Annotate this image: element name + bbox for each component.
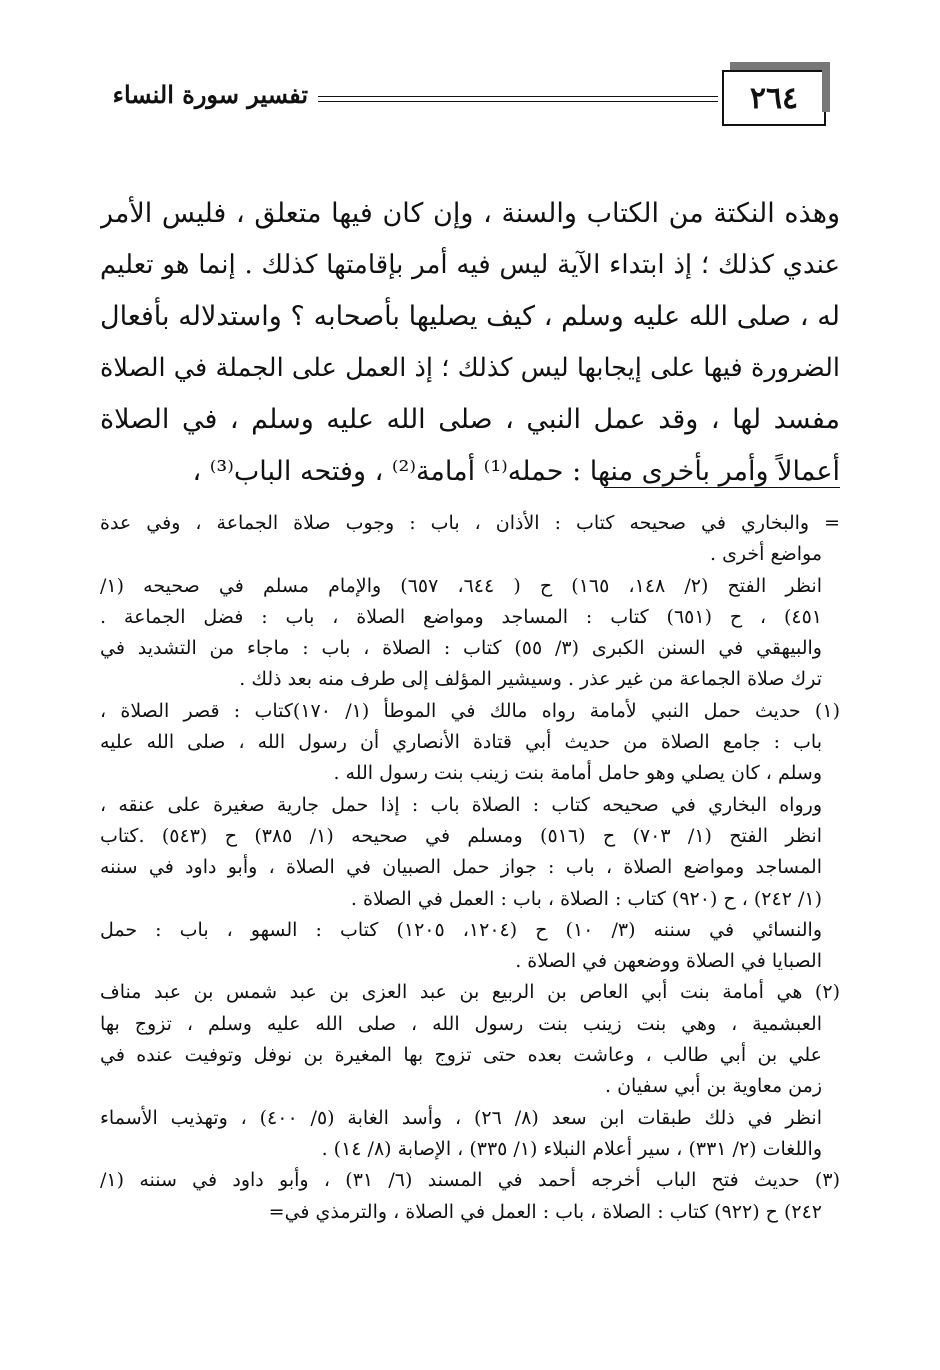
- running-title: تفسير سورة النساء: [112, 80, 308, 109]
- page-number: ٢٦٤: [722, 70, 826, 126]
- footnote-line: والبيهقي في السنن الكبرى (٣/ ٥٥) كتاب : الصلاة ، باب : ماجاء من التشديد في: [100, 637, 822, 660]
- main-line: الضرورة فيها على إيجابها ليس كذلك ؛ إذ العمل على الجملة في الصلاة: [100, 352, 840, 383]
- footnote-line: وسلم ، كان يصلي وهو حامل أمامة بنت زينب بنت رسول الله .: [333, 762, 822, 785]
- footnote-line: زمن معاوية بن أبي سفيان .: [605, 1075, 822, 1098]
- footnote-line: باب : جامع الصلاة من حديث أبي قتادة الأنصاري أن رسول الله ، صلى الله عليه: [100, 731, 822, 754]
- footnote-line: (٣) حديث فتح الباب أخرجه أحمد في المسند (٦/ ٣١) ، وأبو داود في سننه (١/: [100, 1169, 840, 1192]
- footnote-line: = والبخاري في صحيحه كتاب : الأذان ، باب : وجوب صلاة الجماعة ، وفي عدة: [100, 512, 840, 534]
- footnote-line: الصبايا في الصلاة ووضعهن في الصلاة .: [515, 950, 822, 973]
- footnote-separator: [604, 487, 840, 488]
- main-line: أعمالاً وأمر بأخرى منها : حمله⁽¹⁾ أمامة⁽²⁾ ، وفتحه الباب⁽³⁾ ،: [192, 455, 840, 487]
- header-rule: [318, 96, 718, 102]
- main-line: وهذه النكتة من الكتاب والسنة ، وإن كان فيها متعلق ، فليس الأمر: [100, 198, 840, 229]
- footnote-line: المساجد ومواضع الصلاة ، باب : جواز حمل الصبيان في الصلاة ، وأبو داود في سننه: [100, 856, 822, 879]
- footnote-line: انظر الفتح (١/ ٧٠٣) ح (٥١٦) ومسلم في صحيحه (١/ ٣٨٥) ح (٥٤٣) .كتاب: [100, 824, 822, 847]
- footnote-line: علي بن أبي طالب ، وعاشت بعده حتى تزوج بها المغيرة بن نوفل وتوفيت عنده في: [100, 1044, 822, 1067]
- footnote-line: مواضع أخرى .: [709, 543, 822, 566]
- footnote-line: (١) حديث حمل النبي لأمامة رواه مالك في الموطأ (١/ ١٧٠)كتاب : قصر الصلاة ،: [100, 699, 840, 722]
- main-line: مفسد لها ، وقد عمل النبي ، صلى الله عليه وسلم ، في الصلاة: [100, 404, 840, 435]
- footnote-line: والنسائي في سننه (٣/ ١٠) ح (١٢٠٤، ١٢٠٥) كتاب : السهو ، باب : حمل: [100, 918, 822, 941]
- footnote-line: انظر في ذلك طبقات ابن سعد (٨/ ٢٦) ، وأسد الغابة (٥/ ٤٠٠) ، وتهذيب الأسماء: [100, 1106, 822, 1129]
- main-line: له ، صلى الله عليه وسلم ، كيف يصليها بأصحابه ؟ واستدلاله بأفعال: [100, 301, 840, 332]
- footnote-line: (١/ ٢٤٢) ، ح (٩٢٠) كتاب : الصلاة ، باب : العمل في الصلاة .: [350, 887, 822, 910]
- main-line: عندي كذلك ؛ إذ ابتداء الآية ليس فيه أمر بإقامتها كذلك . إنما هو تعليم: [100, 249, 840, 280]
- footnote-line: (٢) هي أمامة بنت أبي العاص بن الربيع بن عبد العزى بن عبد شمس بن عبد مناف: [100, 981, 840, 1004]
- footnote-line: العبشمية ، وهي بنت زينب بنت رسول الله ، صلى الله عليه وسلم ، تزوج بها: [100, 1012, 822, 1035]
- footnote-line: واللغات (٢/ ٣٣١) ، سير أعلام النبلاء (١/ ٣٣٥) ، الإصابة (٨/ ١٤) .: [321, 1137, 822, 1160]
- footnote-line: ٤٥١) ، ح (٦٥١) كتاب : المساجد ومواضع الصلاة ، باب : فضل الجماعة .: [100, 605, 823, 628]
- footnote-line: ٢٤٢) ح (٩٢٢) كتاب : الصلاة ، باب : العمل في الصلاة ، والترمذي في=: [268, 1200, 822, 1223]
- footnote-line: ورواه البخاري في صحيحه كتاب : الصلاة باب : إذا حمل جارية صغيرة على عنقه ،: [100, 793, 822, 816]
- footnotes: [100, 508, 840, 1228]
- main-text: [100, 188, 840, 497]
- footnote-line: ترك صلاة الجماعة من غير عذر . وسيشير المؤلف إلى طرف منه بعد ذلك .: [239, 668, 822, 691]
- footnote-line: انظر الفتح (٢/ ١٤٨، ١٦٥) ح ( ٦٤٤، ٦٥٧) والإمام مسلم في صحيحه (١/: [100, 574, 822, 597]
